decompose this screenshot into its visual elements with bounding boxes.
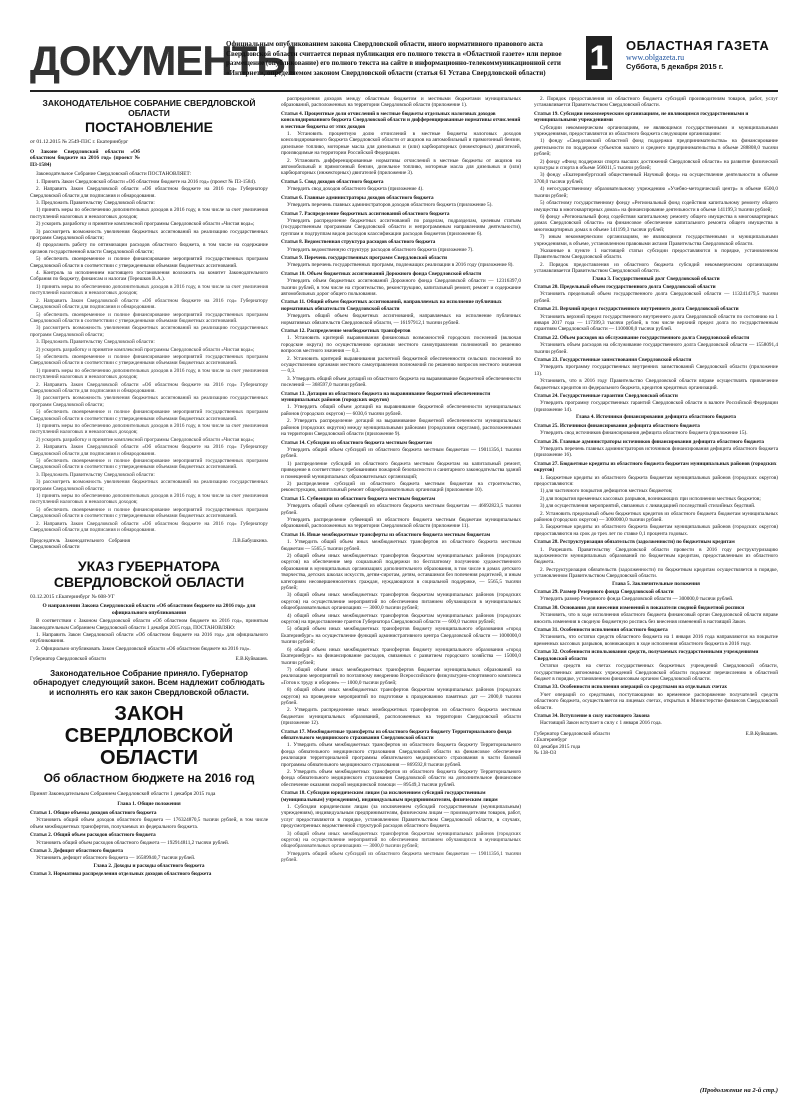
- sign-place: г.Екатеринбург: [534, 737, 568, 744]
- law-paragraph: 2. Утвердить распределение иных межбюджетных трансфертов из областного бюджета местным бюджетам муниципальных образований, расположенных на территории Свердловской области (приложение 12).: [281, 707, 521, 727]
- chapter-heading: Глава 1. Общие положения: [117, 800, 181, 807]
- resolution-subject: О Законе Свердловской области «Об областном бюджете на 2016 год» (проект № П3-1584): [30, 148, 140, 168]
- chair-signature: [30, 538, 268, 551]
- law-paragraph: 7) иным некоммерческим организациям, не являющимся государственными и муниципальными учреждениями, в объеме, установленном правовыми актами Правительства Свердловской области.: [534, 234, 778, 247]
- law-paragraph: 2. Утвердить объем межбюджетных трансфертов из областного бюджета бюджету Территориального фонда обязательного медицинского страхования Свердловской области на дополнительное финансовое обеспечение оказания скорой медицинской помощи — 89549,3 тысячи рублей.: [281, 769, 521, 788]
- resolution-paragraph: 3) рассмотреть возможность увеличения бюджетных ассигнований на реализацию государственных программ Свердловской области;: [30, 325, 268, 338]
- article-heading: Статья 13. Дотации из областного бюджета на выравнивание бюджетной обеспеченности муниципальных районов (городских округов): [281, 390, 491, 404]
- law-paragraph: 7) общий объем иных межбюджетных трансфертов бюджетам муниципальных образований на реализацию мероприятий по поэтапному внедрению Всероссийского физкультурно-спортивного комплекса «Готов к труду и обороне» — 1000,0 тысячи рублей;: [281, 666, 521, 686]
- resolution-paragraph: 2. Направить Закон Свердловской области «Об областном бюджете на 2016 год» Губернатору Свердловской области для подписания и обнародования.: [30, 381, 268, 394]
- article-heading: Статья 7. Распределение бюджетных ассигнований областного бюджета: [281, 210, 450, 217]
- page-number: 1: [586, 36, 612, 80]
- law-paragraph: Утвердить общий объем субсидий из областного бюджета местным бюджетам — 19011356,1 тысячи рублей.: [281, 446, 521, 460]
- law-paragraph: 2. Установить дифференцированные нормативы отчислений в местные бюджеты от акцизов на автомобильный и прямогонный бензин, дизельное топливо, моторные масла для дизельных и (или) карбюраторных (инжекторных) двигателей (приложение 3).: [281, 157, 521, 177]
- column-3: [534, 96, 778, 756]
- article-heading: Статья 15. Субвенции из областного бюджета местным бюджетам: [281, 495, 436, 502]
- chapter-heading: Глава 2. Доходы и расходы областного бюджета: [93, 862, 205, 869]
- governor-name: Е.В.Куйвашев.: [745, 730, 778, 737]
- sign-date: 03 декабря 2015 года: [534, 743, 581, 750]
- law-paragraph: Утвердить перечень государственных программ, подлежащих реализации в 2016 году (приложение 8).: [287, 262, 514, 269]
- law-paragraph: 1. Бюджетные кредиты из областного бюджета бюджетам муниципальных районов (городских округов) предоставляются:: [534, 474, 778, 487]
- law-paragraph: 2) фонду «Фонд поддержки спорта высших достижений Свердловской области» на развитие физической культуры и спорта в объеме 566011,5 тысячи рублей;: [534, 158, 778, 172]
- law-paragraph: 1) фонду «Свердловский областной фонд поддержки предпринимательства» на финансирование деятельности по поддержке субъектов малого и среднего предпринимательства в объеме 288808,0 тысячи рублей;: [534, 138, 778, 158]
- newspaper-info: [626, 38, 778, 71]
- article-heading: Статья 23. Государственные заимствования Свердловской области: [534, 357, 692, 364]
- resolution-paragraph: 3) рассмотреть возможность увеличения бюджетных ассигнований на реализацию государственных программ Свердловской области;: [30, 479, 268, 492]
- article-heading: Статья 2. Общий объем расходов областного бюджета: [30, 832, 156, 839]
- article-heading: Статья 25. Источники финансирования дефицита областного бюджета: [534, 422, 700, 429]
- article-heading: Статья 17. Межбюджетные трансферты из областного бюджета бюджету Территориального фонда обязательного медицинского страхования Свердловской области: [281, 728, 512, 741]
- law-paragraph: Установить, что остатки средств областного бюджета на 1 января 2016 года направляются на покрытие временных кассовых разрывов, возникающих в ходе исполнения областного бюджета в 2016 году.: [534, 634, 778, 647]
- law-paragraph: 2. Порядок предоставления из областного бюджета субсидий некоммерческим организациям устанавливается Правительством Свердловской области.: [534, 261, 778, 275]
- article-heading: Статья 33. Особенности исполнения операций со средствами на отдельных счетах: [534, 684, 728, 691]
- law-paragraph: 5) общий объем иных межбюджетных трансфертов бюджету муниципального образования «город Екатеринбург» на осуществление функций административного центра Свердловской области — 1000000,0 тысячи рублей;: [281, 626, 521, 646]
- column-2: [281, 96, 521, 865]
- law-paragraph: 3. Утвердить общий объем дотаций из областного бюджета на выравнивание бюджетной обеспеченности поселений — 368597,0 тысячи рублей.: [281, 375, 521, 389]
- law-paragraph: 1) для частичного покрытия дефицитов местных бюджетов;: [540, 488, 673, 495]
- law-paragraph: 2. Реструктуризация обязательств (задолженности) по бюджетным кредитам осуществляется в порядке, установленном Правительством Свердловской области.: [534, 566, 778, 580]
- article-heading: Статья 32. Особенности использования средств, получаемых государственными учреждениями Свердловской области: [534, 649, 759, 662]
- law-paragraph: 4) негосударственному образовательному учреждению «Учебно-методический центр» в объеме 6500,0 тысячи рублей;: [534, 186, 778, 199]
- law-paragraph: 2. Установить критерий выравнивания расчетной бюджетной обеспеченности сельских поселений по осуществлению органами местного самоуправления полномочий по решению вопросов местного значения — 0,3.: [281, 355, 521, 375]
- resolution-paragraph: 1) принять меры по обеспечению дополнительных доходов в 2016 году, в том числе за счет увеличения поступлений налоговых и неналоговых доходов;: [30, 283, 268, 297]
- article-heading: Статья 34. Вступление в силу настоящего Закона: [534, 712, 650, 719]
- chair-name: Л.В.Бабушкина.: [232, 537, 268, 544]
- article-heading: Статья 9. Перечень государственных программ Свердловской области: [281, 254, 447, 261]
- law-paragraph: 2. Утвердить распределение дотаций на выравнивание бюджетной обеспеченности муниципальных районов (городских округов) между муниципальными районами (городскими округами), расположенными на территории Свердловской области (приложение 9).: [281, 418, 521, 438]
- chapter-heading: Глава 5. Заключительные положения: [612, 580, 700, 587]
- resolution-paragraph: 2. Направить Закон Свердловской области «Об областном бюджете на 2016 год» Губернатору Свердловской области для подписания и обнародования.: [30, 520, 268, 534]
- chapter-heading: Глава 3. Государственный долг Свердловской области: [592, 275, 720, 282]
- law-paragraph: 1) распределение субсидий из областного бюджета местным бюджетам на капитальный ремонт, приведение в соответствие с требованиями пожарной безопасности и санитарного законодательства зданий и помещений муниципальных образовательных организаций;: [281, 460, 521, 480]
- article-heading: Статья 11. Общий объем бюджетных ассигнований, направляемых на исполнение публичных нормативных обязательств Свердловской области: [281, 299, 502, 312]
- resolution-paragraph: 2. Направить Закон Свердловской области «Об областном бюджете на 2016 год» Губернатору Свердловской области для подписания и обнародования.: [30, 186, 268, 199]
- resolution-paragraph: 2. Направить Закон Свердловской области «Об областном бюджете на 2016 год» Губернатору Свердловской области для подписания и обнародования.: [30, 444, 268, 457]
- law-paragraph: 3) общий объем иных межбюджетных трансфертов бюджетам муниципальных районов (городских округов) на осуществление мероприятий по обеспечению питанием обучающихся в муниципальных общеобразовательных организациях — 3000,0 тысячи рублей;: [281, 830, 521, 850]
- resolution-paragraph: 3. Предложить Правительству Свердловской области:: [36, 339, 155, 346]
- law-title: ЗАКОН СВЕРДЛОВСКОЙ ОБЛАСТИ: [64, 703, 234, 770]
- law-paragraph: 2) общий объем иных межбюджетных трансфертов бюджетам муниципальных районов (городских округов) на обеспечение мер социальной поддержки по бесплатному получению художественного образования в муниципальных организациях дополнительного образования, в том числе в домах детского творчества, детских школах искусств, детям-сиротам, детям, оставшимся без попечения родителей, и иным категориям несовершеннолетних граждан, нуждающихся в социальной поддержке, — 5565,5 тысячи рублей;: [281, 553, 521, 592]
- article-heading: Статья 14. Субсидии из областного бюджета местным бюджетам: [281, 439, 432, 446]
- newspaper-url[interactable]: www.oblgazeta.ru: [626, 53, 685, 62]
- law-paragraph: Утвердить общий объем бюджетных ассигнований, направляемых на исполнение публичных нормативных обязательств Свердловской области, — 16197912,1 тысячи рублей.: [281, 313, 521, 326]
- law-paragraph: 1. Разрешить Правительству Свердловской области провести в 2016 году реструктуризацию задолженности муниципальных образований по бюджетным кредитам, предоставленным из областного бюджета.: [534, 546, 778, 566]
- resolution-paragraph: 3. Предложить Правительству Свердловской области:: [36, 471, 155, 478]
- article-heading: Статья 1. Общие объемы доходов областного бюджета: [30, 810, 157, 817]
- section-title: ДОКУМЕНТЫ: [30, 37, 297, 84]
- law-adopted-note: Принят Законодательным Собранием Свердловской области 1 декабря 2015 года: [30, 791, 216, 798]
- article-heading: Статья 19. Субсидии некоммерческим организациям, не являющимся государственными и муниципальными учреждениями: [534, 110, 749, 124]
- article-heading: Статья 24. Государственные гарантии Свердловской области: [534, 393, 678, 400]
- article-heading: Статья 28. Реструктуризация обязательств (задолженности) по бюджетным кредитам: [534, 539, 735, 546]
- law-paragraph: Субсидии некоммерческим организациям, не являющимся государственными и муниципальными учреждениями, предоставляются из областного бюджета следующим организациям:: [534, 124, 778, 138]
- law-number: № 138-ОЗ: [534, 749, 557, 756]
- article-heading: Статья 10. Объем бюджетных ассигнований Дорожного фонда Свердловской области: [281, 270, 482, 277]
- law-paragraph: 1. Утвердить общий объем дотаций на выравнивание бюджетной обеспеченности муниципальных районов (городских округов) — 6030,6 тысячи рублей.: [281, 404, 521, 417]
- adoption-declaration: Законодательное Собрание приняло. Губернатор обнародует следующий закон. Всем надлежит соблюдать и исполнять его как закон Свердловской области.: [33, 668, 265, 697]
- resolution-title: ПОСТАНОВЛЕНИЕ: [85, 119, 213, 135]
- masthead: [30, 36, 778, 90]
- governor-title: Губернатор Свердловской области: [30, 656, 106, 663]
- decree-title: УКАЗ ГУБЕРНАТОРА СВЕРДЛОВСКОЙ ОБЛАСТИ: [53, 558, 245, 591]
- column-1: [30, 96, 268, 879]
- chair-title: Председатель Законодательного Собрания Свердловской области: [30, 537, 130, 550]
- law-paragraph: 8) общий объем иных межбюджетных трансфертов бюджетам муниципальных районов (городских округов) на проведение мероприятий по подготовке к празднованию памятных дат — 2000,0 тысячи рублей.: [281, 687, 521, 706]
- law-paragraph: 2) распределение субсидий из областного бюджета местным бюджетам на строительство, реконструкцию, капитальный ремонт общеобразовательных организаций (приложение 10).: [281, 480, 521, 494]
- law-paragraph: 2) для покрытия временных кассовых разрывов, возникающих при исполнении местных бюджетов;: [540, 495, 761, 502]
- resolution-paragraph: 1) принять меры по обеспечению дополнительных доходов в 2016 году, в том числе за счет увеличения поступлений налоговых и неналоговых доходов;: [30, 423, 268, 436]
- law-paragraph: Утвердить программу государственных внутренних заимствований Свердловской области (приложение 13).: [534, 364, 778, 377]
- article-heading: Статья 31. Особенности исполнения областного бюджета: [534, 627, 668, 634]
- resolution-paragraph: 1) принять меры по обеспечению дополнительных доходов в 2016 году, в том числе за счет увеличения поступлений налоговых и неналоговых доходов;: [30, 367, 268, 381]
- law-paragraph: Установить, что в ходе исполнения областного бюджета финансовый орган Свердловской области вправе вносить изменения в сводную бюджетную роспись без внесения изменений в настоящий Закон.: [534, 612, 778, 625]
- law-paragraph: 2. Порядок предоставления из областного бюджета субсидий производителям товаров, работ, услуг устанавливается Правительством Свердловской области.: [534, 96, 778, 109]
- article-heading: Статья 3. Дефицит областного бюджета: [30, 848, 123, 855]
- article-heading: Статья 20. Предельный объем государственного долга Свердловской области: [534, 283, 716, 290]
- issue-date: Суббота, 5 декабря 2015 г.: [626, 62, 724, 71]
- resolution-paragraph: 3. Предложить Правительству Свердловской области:: [36, 200, 155, 206]
- decree-subject: О направлении Закона Свердловской области «Об областном бюджете на 2016 год» для официального опубликования: [42, 602, 256, 616]
- law-paragraph: 3) общий объем иных межбюджетных трансфертов бюджетам муниципальных районов (городских округов) на осуществление мероприятий по обеспечению питанием обучающихся в муниципальных общеобразовательных организациях — 3000,0 тысячи рублей;: [281, 592, 521, 612]
- article-heading: Статья 27. Бюджетные кредиты из областного бюджета бюджетам муниципальных районов (городских округов): [534, 460, 777, 474]
- resolution-paragraph: 1) принять меры по обеспечению дополнительных доходов в 2016 году, в том числе за счет увеличения поступлений налоговых и неналоговых доходов;: [30, 207, 268, 220]
- resolution-paragraph: 5) обеспечить своевременное и полное финансирование мероприятий государственных программ Свердловской области в соответствии с утвержденными объемами бюджетных ассигнований.: [30, 458, 268, 471]
- law-paragraph: Установить предельный объем государственного долга Свердловской области — 113241479,5 тысячи рублей.: [534, 291, 778, 304]
- law-paragraph: 3) для осуществления мероприятий, связанных с ликвидацией последствий стихийных бедствий.: [540, 503, 756, 510]
- law-paragraph: 3) фонду «Екатеринбургский общественный Научный фонд» на осуществление деятельности в объеме 3700,0 тысячи рублей;: [534, 172, 778, 185]
- assembly-heading: ЗАКОНОДАТЕЛЬНОЕ СОБРАНИЕ СВЕРДЛОВСКОЙ ОБЛАСТИ: [42, 98, 256, 118]
- governor-title: Губернатор Свердловской области: [534, 730, 610, 737]
- law-paragraph: 2. Установить предельный объем бюджетных кредитов из областного бюджета бюджетам муниципальных районов (городских округов) — 3000000,0 тысячи рублей.: [534, 510, 778, 523]
- resolution-paragraph: 5) обеспечить своевременное и полное финансирование мероприятий государственных программ Свердловской области в соответствии с утвержденными объемами бюджетных ассигнований.: [30, 409, 268, 422]
- law-paragraph: 1. Установить критерий выравнивания финансовых возможностей городских поселений (включая городские округа) по осуществлению органами местного самоуправления полномочий по решению вопросов местного значения — 0,3.: [281, 335, 521, 355]
- law-subject: Об областном бюджете на 2016 год: [43, 771, 255, 786]
- article-heading: Статья 12. Распределение межбюджетных трансфертов: [281, 328, 411, 334]
- article-heading: Статья 22. Объем расходов на обслуживание государственного долга Свердловской области: [534, 334, 750, 341]
- law-paragraph: Установить общий объем доходов областного бюджета — 176324870,5 тысячи рублей, в том числе объем межбюджетных трансфертов, получаемых из федерального бюджета.: [30, 817, 268, 830]
- law-paragraph: 5) областному государственному фонду «Региональный фонд содействия капитальному ремонту общего имущества в многоквартирных домах» на финансирование деятельности в объеме 141199,3 тысячи рублей;: [534, 200, 778, 213]
- law-paragraph: 3. Бюджетные кредиты из областного бюджета бюджетам муниципальных районов (городских округов) предоставляются на срок до трех лет по ставке 0,1 процента годовых.: [534, 524, 778, 537]
- resolution-paragraph: 5) обеспечить своевременное и полное финансирование мероприятий государственных программ Свердловской области в соответствии с утвержденными объемами бюджетных ассигнований.: [30, 506, 268, 520]
- law-paragraph: Утвердить распределение бюджетных ассигнований по разделам, подразделам, целевым статьям (государственным программам Свердловской области и непрограммным направлениям деятельности), группам и подгруппам видов расходов классификации расходов бюджетов (приложение 6).: [281, 217, 521, 237]
- resolution-paragraph: 2. Направить Закон Свердловской области «Об областном бюджете на 2016 год» Губернатору Свердловской области для подписания и обнародования.: [30, 297, 268, 311]
- article-heading: Статья 21. Верхний предел государственного внутреннего долга Свердловской области: [534, 306, 739, 313]
- article-heading: Статья 5. Свод доходов областного бюджета: [281, 178, 384, 185]
- resolution-paragraph: 2) ускорить разработку и принятие комплексной программы Свердловской области «Чистая вода»;: [36, 436, 255, 443]
- resolution-paragraph: 5) обеспечить своевременное и полное финансирование мероприятий государственных программ Свердловской области в соответствии с утвержденными объемами бюджетных ассигнований.: [30, 353, 268, 367]
- law-paragraph: Утвердить общий объем субсидий из областного бюджета местным бюджетам — 19011356,1 тысячи рублей.: [281, 850, 521, 864]
- law-paragraph: 1. Утвердить общий объем иных межбюджетных трансфертов из областного бюджета местным бюджетам — 5565,5 тысячи рублей.: [281, 539, 521, 552]
- law-paragraph: Указанные в пункте 1 настоящей статьи субсидии предоставляются в порядке, установленном Правительством Свердловской области.: [534, 247, 778, 261]
- resolution-paragraph: 3) рассмотреть возможность увеличения бюджетных ассигнований на реализацию государственных программ Свердловской области;: [30, 228, 268, 242]
- law-paragraph: 6) общий объем иных межбюджетных трансфертов бюджету муниципального образования «город Екатеринбург» на финансирование расходов, связанных с развитием городского хозяйства — 15000,0 тысячи рублей;: [281, 646, 521, 666]
- law-paragraph: 1. Субсидии юридическим лицам (за исключением субсидий государственным (муниципальным) учреждениям), индивидуальным предпринимателям, физическим лицам — производителям товаров, работ, услуг предоставляются в порядке, установленном Правительством Свердловской области, в случаях, предусмотренных ведомственной структурой расходов областного бюджета.: [281, 804, 521, 830]
- law-paragraph: Установить верхний предел государственного внутреннего долга Свердловской области по состоянию на 1 января 2017 года — 117399,3 тысячи рублей, в том числе верхний предел долга по государственным гарантиям Свердловской области — 1100000,0 тысячи рублей.: [534, 313, 778, 333]
- article-heading: Статья 29. Размер Резервного фонда Свердловской области: [534, 589, 674, 596]
- newspaper-name: ОБЛАСТНАЯ ГАЗЕТА: [626, 38, 770, 53]
- resolution-paragraph: Законодательное Собрание Свердловской области ПОСТАНОВЛЯЕТ:: [36, 171, 192, 178]
- resolution-paragraph: 1. Принять Закон Свердловской области «Об областном бюджете на 2016 год» (проект № П3-1584).: [36, 178, 257, 185]
- law-paragraph: Утвердить программу государственных гарантий Свердловской области в валюте Российской Федерации (приложение 14).: [534, 400, 778, 413]
- law-paragraph: Утвердить ведомственную структуру расходов областного бюджета (приложение 7).: [287, 246, 474, 253]
- resolution-paragraph: 4) продолжить работу по оптимизации расходов областного бюджета, в том числе на содержание органов государственной власти Свердловской области;: [30, 242, 268, 255]
- governor-name: Е.В.Куйвашев.: [235, 656, 268, 663]
- law-paragraph: Утвердить распределение субвенций из областного бюджета местным бюджетам муниципальных образований, расположенных на территории Свердловской области (приложение 11).: [281, 516, 521, 530]
- law-paragraph: Установить объем расходов на обслуживание государственного долга Свердловской области — 1558091,4 тысячи рублей.: [534, 342, 778, 355]
- resolution-paragraph: 5) обеспечить своевременное и полное финансирование мероприятий государственных программ Свердловской области в соответствии с утвержденными объемами бюджетных ассигнований.: [30, 256, 268, 269]
- article-heading: Статья 8. Ведомственная структура расходов областного бюджета: [281, 239, 436, 246]
- law-paragraph: Утвердить перечень главных администраторов доходов областного бюджета (приложение 5).: [287, 202, 493, 209]
- law-paragraph: Установить общий объем расходов областного бюджета — 192914811,2 тысячи рублей.: [36, 839, 230, 846]
- publication-notice: Официальным опубликованием закона Свердловской области, иного нормативного правового акта Свердловской области считается первая публикация его полного текста в «Областной газете» или первое размещение (опубликование) его полного текста на сайте в информационно-телекоммуникационной сети «Интернет», определяемом законом Свердловской области (статья 61 Устава Свердловской области): [226, 40, 562, 77]
- article-heading: Статья 26. Главные администраторы источников финансирования дефицита областного бюджета: [534, 438, 764, 445]
- law-paragraph: Утвердить объем бюджетных ассигнований Дорожного фонда Свердловской области — 12316397,0 тысячи рублей, в том числе на строительство, реконструкцию, капитальный ремонт, ремонт и содержание автомобильных дорог общего пользования.: [281, 278, 521, 297]
- law-paragraph: 6) фонду «Региональный фонд содействия капитальному ремонту общего имущества в многоквартирных домах Свердловской области» на финансовое обеспечение капитального ремонта общего имущества в многоквартирных домах в объеме 141199,3 тысячи рублей;: [534, 213, 778, 233]
- resolution-paragraph: 4. Контроль за исполнением настоящего постановления возложить на комитет Законодательного Собрания по бюджету, финансам и налогам (Терешков В.А.).: [30, 270, 268, 283]
- law-paragraph: Утвердить свод источников финансирования дефицита областного бюджета (приложение 15).: [540, 430, 748, 437]
- law-paragraph: Утвердить свод доходов областного бюджета (приложение 4).: [287, 186, 424, 193]
- article-heading: Статья 4. Процентные доли отчислений в местные бюджеты отдельных налоговых доходов консолидированного бюджета Свердловской области и дифференцированные нормативы отчислений в местные бюджеты от этих доходов: [281, 110, 521, 130]
- article-heading: Статья 18. Субсидии юридическим лицам (за исключением субсидий государственным (муниципальным) учреждениям), индивидуальным предпринимателям, физическим лицам: [281, 790, 498, 803]
- law-paragraph: 1. Установить процентную долю отчислений в местные бюджеты налоговых доходов консолидированного бюджета Свердловской области от акцизов на автомобильный и прямогонный бензин, дизельное топливо, моторные масла для дизельных и (или) карбюраторных (инжекторных) двигателей, производимые на территории Российской Федерации.: [281, 131, 521, 157]
- law-paragraph: Остатки средств на счетах государственных бюджетных учреждений Свердловской области, государственных автономных учреждений Свердловской области подлежат перечислению в областной бюджет в порядке, установленном финансовым органом Свердловской области.: [534, 663, 778, 682]
- article-heading: Статья 16. Иные межбюджетные трансферты из областного бюджета местным бюджетам: [281, 531, 491, 538]
- decree-meta: 03.12.2015 г.Екатеринбург № 608-УГ: [30, 594, 115, 601]
- law-paragraph: Настоящий Закон вступает в силу с 1 января 2016 года.: [540, 720, 662, 727]
- continuation-note: (Продолжение на 2-й стр.): [699, 1087, 778, 1094]
- law-paragraph: Утвердить общий объем субвенций из областного бюджета местным бюджетам — 46692823,5 тысячи рублей.: [281, 503, 521, 516]
- chapter-heading: Глава 4. Источники финансирования дефицита областного бюджета: [575, 414, 737, 421]
- governor-signature: [30, 656, 268, 662]
- decree-paragraph: 2. Официально опубликовать Закон Свердловской области «Об областном бюджете на 2016 год».: [36, 645, 251, 652]
- decree-paragraph: 1. Направить Закон Свердловской области «Об областном бюджете на 2016 год» для официального опубликования.: [30, 631, 268, 645]
- resolution-meta: от 01.12.2015 № 2549-ПЗС г. Екатеринбург: [30, 139, 129, 145]
- decree-paragraph: В соответствии с Законом Свердловской области «Об областном бюджете на 2016 год», принятым Законодательным Собранием Свердловской области 1 декабря 2015 года, ПОСТАНОВЛЯЮ:: [30, 618, 268, 631]
- article-heading: Статья 3. Нормативы распределения отдельных доходов областного бюджета: [30, 871, 212, 878]
- law-paragraph: 4) общий объем иных межбюджетных трансфертов бюджетам муниципальных районов (городских округов) на предоставление грантов Губернатора Свердловской области — 600,0 тысячи рублей;: [281, 612, 521, 626]
- resolution-paragraph: 2) ускорить разработку и принятие комплексной программы Свердловской области «Чистая вода»;: [36, 221, 255, 228]
- law-paragraph: Учет операций со средствами, поступающими во временное распоряжение получателей средств областного бюджета, осуществляется на лицевых счетах, открытых в Министерстве финансов Свердловской области.: [534, 691, 778, 711]
- header-rule: [30, 90, 778, 92]
- article-heading: Статья 30. Основания для внесения изменений в показатели сводной бюджетной росписи: [534, 604, 745, 611]
- resolution-paragraph: 5) обеспечить своевременное и полное финансирование мероприятий государственных программ Свердловской области в соответствии с утвержденными объемами бюджетных ассигнований.: [30, 311, 268, 324]
- law-paragraph: Утвердить перечень главных администраторов источников финансирования дефицита областного бюджета (приложение 16).: [534, 445, 778, 459]
- resolution-body: [30, 171, 268, 533]
- resolution-paragraph: 1) принять меры по обеспечению дополнительных доходов в 2016 году, в том числе за счет увеличения поступлений налоговых и неналоговых доходов;: [30, 493, 268, 506]
- law-paragraph: Установить дефицит областного бюджета — 16589940,7 тысячи рублей.: [36, 855, 196, 862]
- article-heading: Статья 6. Главные администраторы доходов областного бюджета: [281, 194, 434, 201]
- law-paragraph: 1. Утвердить объем межбюджетных трансфертов из областного бюджета бюджету Территориального фонда обязательного медицинского страхования Свердловской области на финансовое обеспечение реализации территориальной программы обязательного медицинского страхования в части базовой программы обязательного медицинского страхования — 869592,8 тысячи рублей.: [281, 742, 521, 768]
- law-paragraph: Установить, что в 2016 году Правительство Свердловской области вправе осуществлять привлечение бюджетных кредитов из федерального бюджета, кредитов кредитных организаций.: [534, 378, 778, 391]
- law-paragraph: Утвердить размер Резервного фонда Свердловской области — 300000,0 тысячи рублей.: [540, 596, 734, 603]
- resolution-paragraph: 2) ускорить разработку и принятие комплексной программы Свердловской области «Чистая вода»;: [36, 346, 255, 353]
- resolution-paragraph: 3) рассмотреть возможность увеличения бюджетных ассигнований на реализацию государственных программ Свердловской области;: [30, 395, 268, 408]
- law-paragraph: распределения доходов между областным бюджетом и местными бюджетами муниципальных образований, расположенных на территории Свердловской области (приложение 1).: [281, 96, 521, 109]
